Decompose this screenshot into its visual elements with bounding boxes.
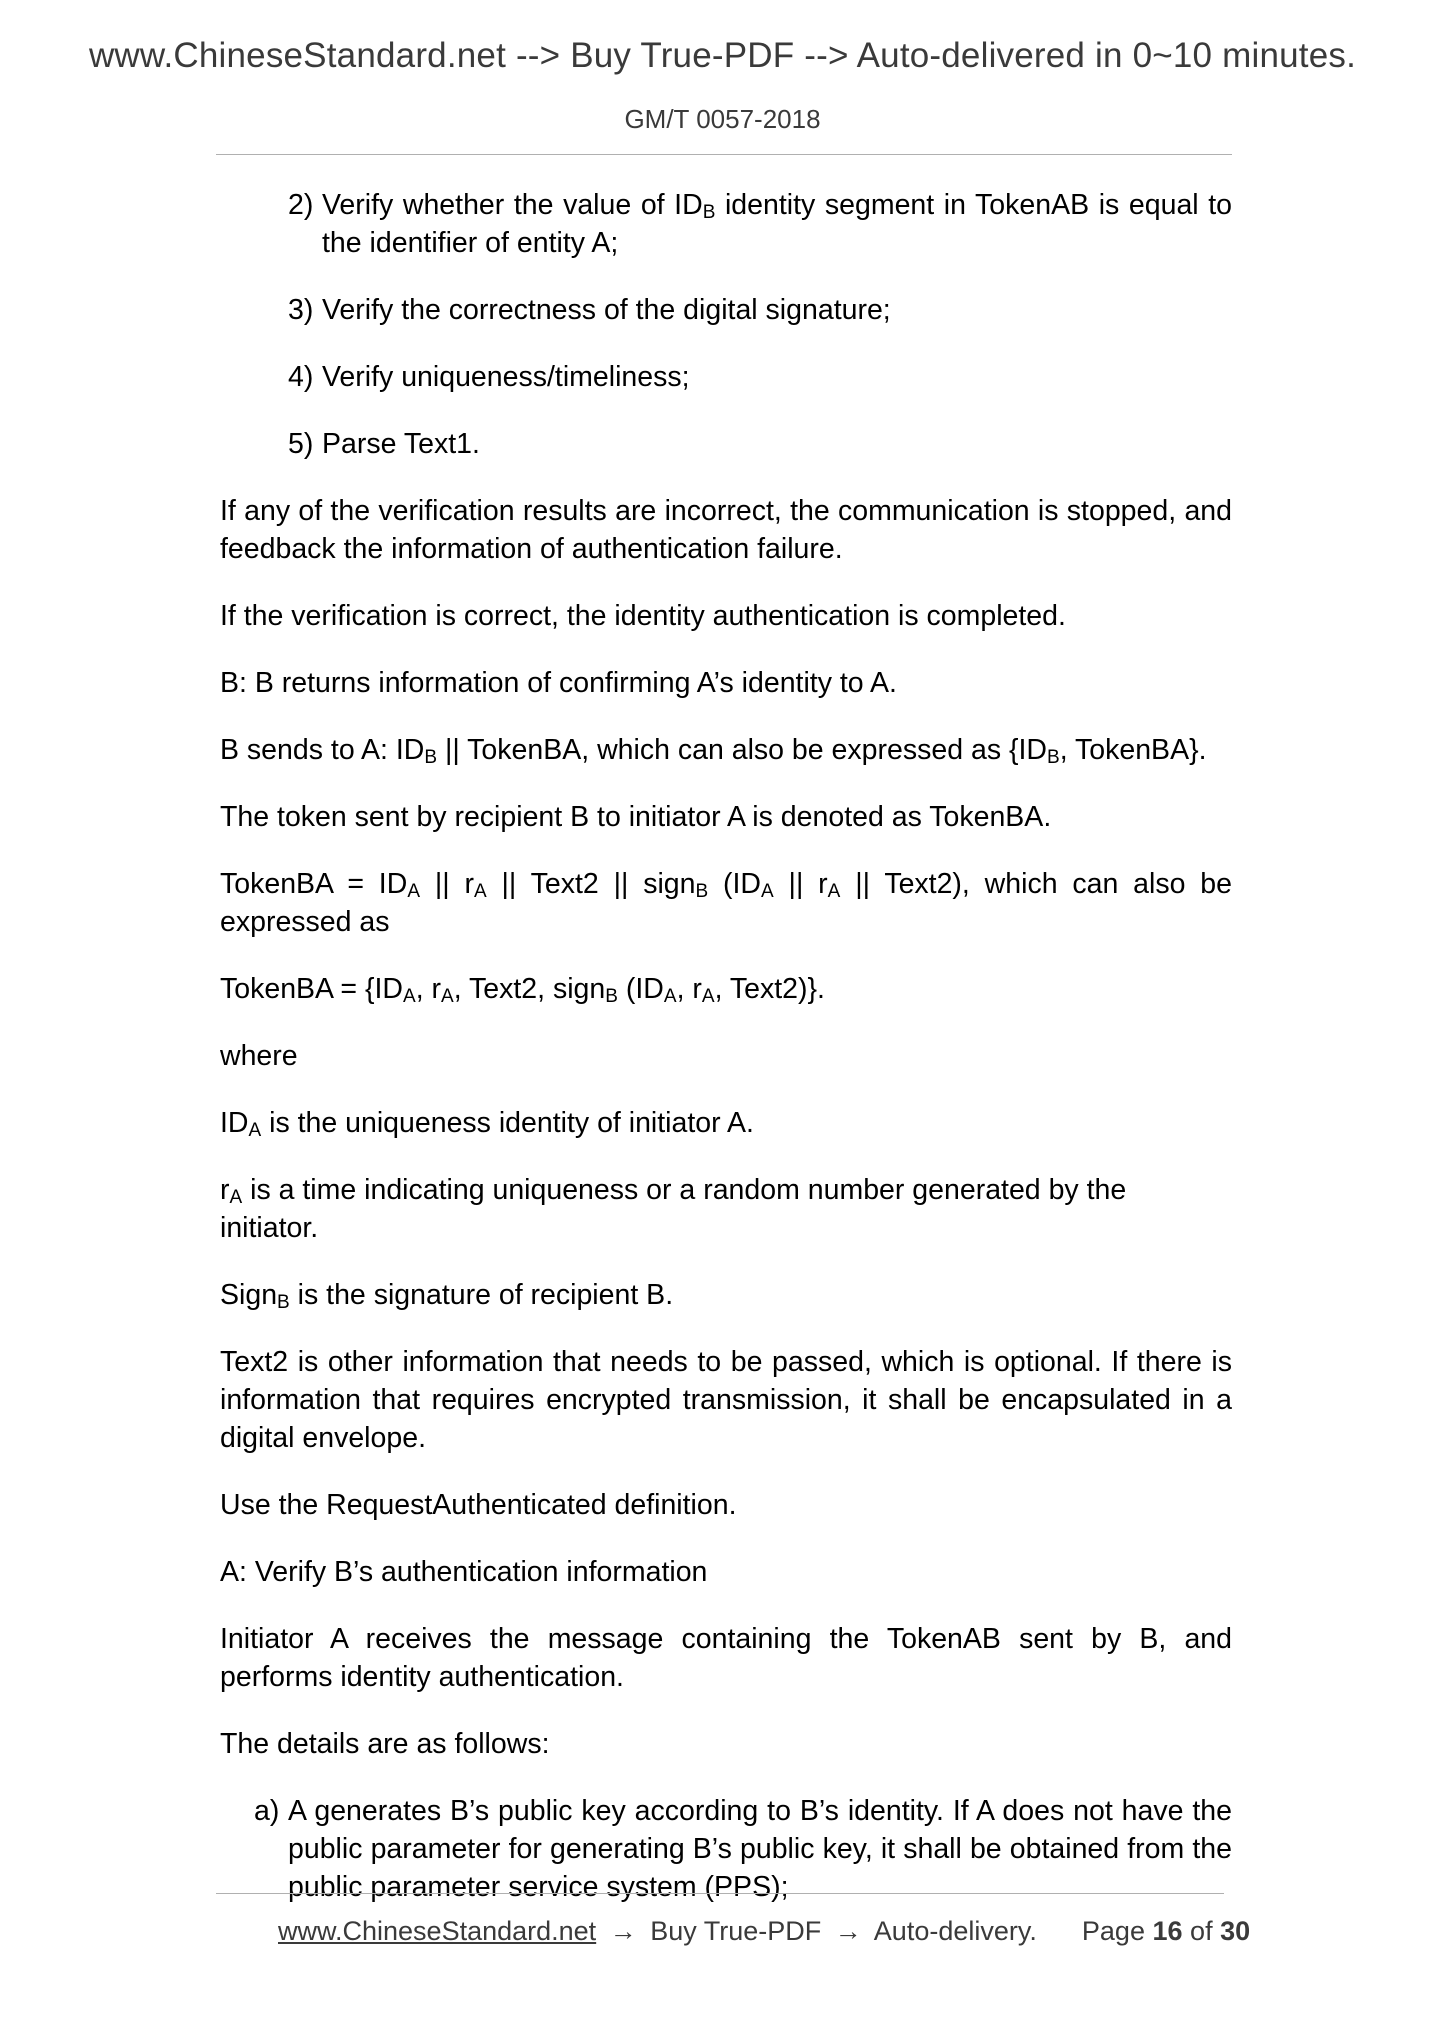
verification-step-3 <box>220 291 1232 329</box>
page-total: 30 <box>1220 1916 1251 1946</box>
definition-text2: Text2 is other information that needs to be passed, which is optional. If there is information that requires encrypted transmission, it shall be encapsulated in a digital envelope. <box>220 1346 1232 1454</box>
step-text: Parse Text1. <box>322 428 480 460</box>
of-label: of <box>1190 1916 1213 1946</box>
verification-step-4 <box>220 358 1232 396</box>
paragraph-use-definition: Use the RequestAuthenticated definition. <box>220 1489 737 1521</box>
formula-tokenba-set: TokenBA = {$ID_A$, $r_A$, Text2, sign$_B$ ($ID_A$, $r_A$, Text2)}. <box>220 973 825 1007</box>
paragraph-token-sent: The token sent by recipient B to initiator A is denoted as TokenBA. <box>220 801 1052 833</box>
page-footer <box>278 1916 1250 1947</box>
step-number: 2) <box>288 189 314 221</box>
paragraph-b-returns: B: B returns information of confirming A’s identity to A. <box>220 667 897 699</box>
step-number: 5) <box>288 428 314 460</box>
definition-ida: $ID_A$ is the uniqueness identity of initiator A. <box>220 1107 754 1141</box>
page-number: 16 <box>1152 1916 1183 1946</box>
detail-item-a <box>220 1792 1232 1906</box>
footer-auto-text: Auto-delivery. <box>873 1916 1037 1946</box>
paragraph-correct: If the verification is correct, the identity authentication is completed. <box>220 600 1066 632</box>
step-number: 4) <box>288 361 314 393</box>
verification-step-2 <box>220 186 1232 262</box>
paragraph-initiator-receives: Initiator A receives the message containing the TokenAB sent by B, and performs identity authentication. <box>220 1623 1232 1693</box>
arrow-right-icon: → <box>834 1916 862 1946</box>
page-content <box>220 186 1232 1935</box>
step-text: Verify whether the value of $ID_B$ identity segment in TokenAB is equal to the identifier of entity A; <box>322 189 1233 259</box>
footer-site-link[interactable]: www.ChineseStandard.net <box>278 1916 597 1946</box>
item-text: A generates B’s public key according to B’s identity. If A does not have the public parameter for generating B’s public key, it shall be obtained from the public parameter service system (PPS); <box>288 1795 1232 1903</box>
definition-signb: Sign$_B$ is the signature of recipient B. <box>220 1279 674 1313</box>
step-number: 3) <box>288 294 314 326</box>
item-letter: a) <box>254 1795 280 1827</box>
paragraph-a-verify: A: Verify B’s authentication information <box>220 1556 708 1588</box>
paragraph-where: where <box>220 1040 298 1072</box>
page-label: Page <box>1081 1916 1145 1946</box>
footer-buy-text: Buy True-PDF <box>650 1916 822 1946</box>
paragraph-failure: If any of the verification results are incorrect, the communication is stopped, and feedback the information of authentication failure. <box>220 495 1232 565</box>
footer-divider <box>216 1893 1224 1894</box>
paragraph-details: The details are as follows: <box>220 1728 550 1760</box>
paragraph-b-sends: B sends to A: $ID_B$ || TokenBA, which can also be expressed as {$ID_B$, TokenBA}. <box>220 734 1207 768</box>
step-text: Verify uniqueness/timeliness; <box>322 361 690 393</box>
arrow-right-icon: → <box>609 1916 637 1946</box>
document-code: GM/T 0057-2018 <box>624 104 821 134</box>
formula-tokenba-concat: TokenBA = $ID_A$ || $r_A$ || Text2 || sign$_B$ ($ID_A$ || $r_A$ || Text2), which can also be expressed as <box>220 868 1232 938</box>
top-banner: www.ChineseStandard.net --> Buy True-PDF --> Auto-delivered in 0~10 minutes. <box>88 36 1357 75</box>
step-text: Verify the correctness of the digital signature; <box>322 294 891 326</box>
header-divider <box>216 154 1232 155</box>
verification-step-5 <box>220 425 1232 463</box>
definition-ra: $r_A$ is a time indicating uniqueness or a random number generated by the initiator. <box>220 1174 1127 1244</box>
